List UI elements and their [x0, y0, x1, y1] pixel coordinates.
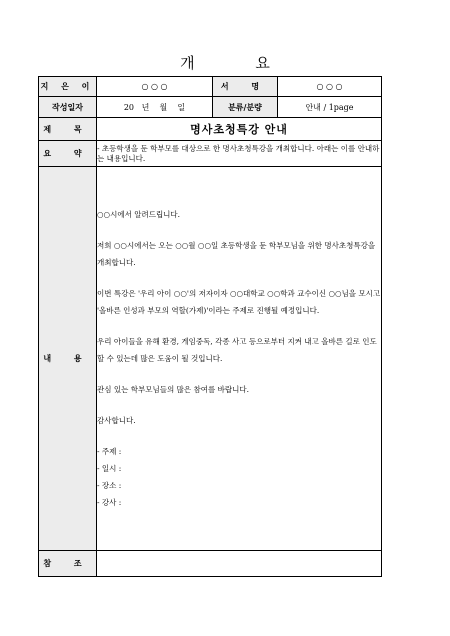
paragraph-2: 이번 특강은 '우리 아이 ○○'의 저자이자 ○○대학교 ○○학과 교수이신 ○○님을 모시고 '올바른 인성과 부모의 역할(가제)'이라는 주제로 진행될 예정입니다.	[97, 289, 381, 315]
list-item-place: - 장소 :	[97, 481, 122, 490]
date-value: 20 년 월 일	[97, 97, 213, 118]
summary-label: 요 약	[39, 141, 97, 167]
list-item-datetime: - 일시 :	[97, 464, 122, 473]
author-label: 지 은 이	[39, 77, 97, 97]
author-value: ○ ○ ○	[97, 77, 213, 97]
subject-label: 제 목	[39, 118, 97, 141]
detail-list	[97, 443, 381, 511]
signature-value: ○ ○ ○	[278, 77, 382, 97]
greeting-text: ○○시에서 알려드립니다.	[97, 210, 181, 219]
reference-label: 참 조	[39, 551, 97, 577]
signature-label: 서 명	[213, 77, 278, 97]
category-label: 분류/분량	[213, 97, 278, 118]
paragraph-1: 저희 ○○시에서는 오는 ○○월 ○○일 초등학생을 둔 학부모님을 위한 명사초청특강을 개최합니다.	[97, 241, 376, 267]
list-item-topic: - 주제 :	[97, 447, 122, 456]
content-label: 내 용	[39, 167, 97, 551]
summary-value: - 초등학생을 둔 학부모를 대상으로 한 명사초청특강을 개최합니다. 아래는 이를 안내하는 내용입니다.	[97, 141, 382, 167]
overview-table	[38, 76, 382, 577]
reference-value	[97, 551, 382, 577]
category-value: 안내 / 1page	[278, 97, 382, 118]
paragraph-3: 우리 아이들을 유해 환경, 게임중독, 각종 사고 등으로부터 지켜 내고 올바른 길로 인도할 수 있는데 많은 도움이 될 것입니다.	[97, 337, 377, 363]
date-label: 작성일자	[39, 97, 97, 118]
document-title: 개 요	[180, 54, 298, 72]
subject-value: 명사초청특강 안내	[97, 118, 382, 141]
paragraph-4: 관심 있는 학부모님들의 많은 참여를 바랍니다.	[97, 385, 249, 394]
content-body	[97, 167, 382, 551]
list-item-lecturer: - 강사 :	[97, 498, 122, 507]
thanks-text: 감사합니다.	[97, 416, 136, 425]
